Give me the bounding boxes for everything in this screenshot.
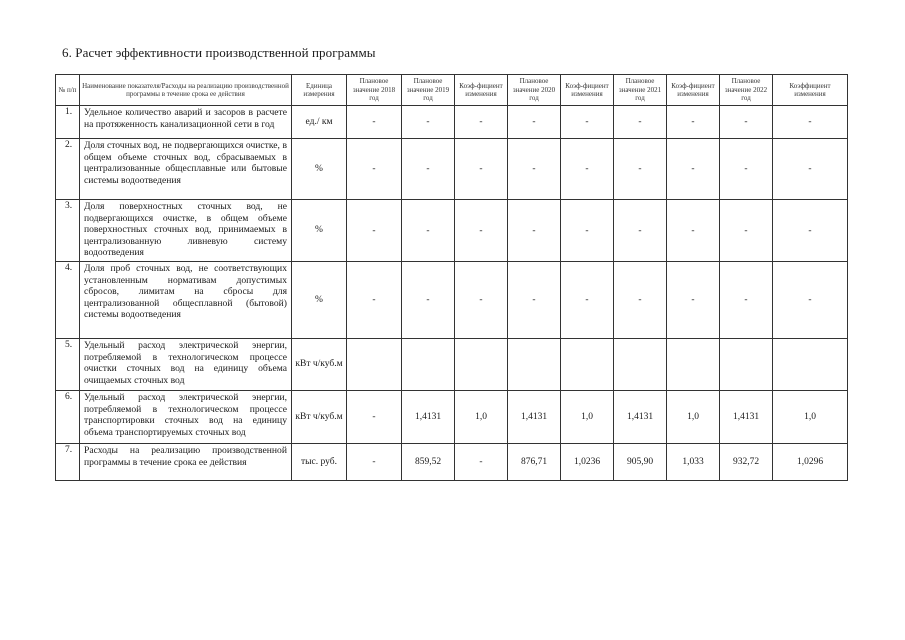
indicator-name: Доля поверхностных сточных вод, не подвергающихся очистке, в общем объеме поверхностных сточных вод, принимаемых в централизованную ливневую систему водоотведения [80, 200, 292, 262]
value-cell: 876,71 [508, 444, 561, 481]
value-cell: 1,4131 [720, 391, 773, 444]
value-cell [720, 339, 773, 391]
value-cell: - [614, 200, 667, 262]
value-cell: - [773, 139, 848, 200]
indicator-name: Доля сточных вод, не подвергающихся очистке, в общем объеме сточных вод, сбрасываемых в централизованные общесплавные или бытовые системы водоотведения [80, 139, 292, 200]
value-cell: - [667, 106, 720, 139]
row-number: 3. [56, 200, 80, 262]
value-cell: - [720, 106, 773, 139]
column-header: Единица измерения [292, 75, 347, 106]
value-cell: - [614, 106, 667, 139]
value-cell [508, 339, 561, 391]
value-cell: - [455, 262, 508, 339]
value-cell: - [347, 106, 402, 139]
value-cell: 1,0 [561, 391, 614, 444]
value-cell: 905,90 [614, 444, 667, 481]
row-number: 7. [56, 444, 80, 481]
column-header: № п/п [56, 75, 80, 106]
unit-cell: кВт ч/куб.м [292, 391, 347, 444]
value-cell: - [508, 262, 561, 339]
column-header: Плановое значение 2020 год [508, 75, 561, 106]
value-cell: - [455, 106, 508, 139]
column-header: Коэф-фициент изменения [667, 75, 720, 106]
value-cell: 1,033 [667, 444, 720, 481]
value-cell: - [773, 262, 848, 339]
unit-cell: тыс. руб. [292, 444, 347, 481]
row-number: 1. [56, 106, 80, 139]
value-cell [402, 339, 455, 391]
unit-cell: ед./ км [292, 106, 347, 139]
value-cell: - [347, 391, 402, 444]
column-header: Плановое значение 2022 год [720, 75, 773, 106]
value-cell: 859,52 [402, 444, 455, 481]
column-header: Плановое значение 2018 год [347, 75, 402, 106]
value-cell: 1,4131 [508, 391, 561, 444]
value-cell: - [561, 200, 614, 262]
column-header: Коэф-фициент изменения [561, 75, 614, 106]
column-header: Коэф-фициент изменения [455, 75, 508, 106]
indicator-name: Доля проб сточных вод, не соответствующих установленным нормативам допустимых сбросов, лимитам на сбросы для централизованной общесплавной (бытовой) системы водоотведения [80, 262, 292, 339]
page-title: 6. Расчет эффективности производственной программы [62, 45, 376, 60]
column-header: Коэффициент изменения [773, 75, 848, 106]
unit-cell: % [292, 200, 347, 262]
value-cell: - [667, 200, 720, 262]
indicator-name: Удельный расход электрической энергии, потребляемой в технологическом процессе транспортировки сточных вод на единицу объема транспортируемых сточных вод [80, 391, 292, 444]
value-cell: - [773, 200, 848, 262]
table-row [56, 200, 848, 262]
value-cell: - [614, 262, 667, 339]
value-cell: - [508, 200, 561, 262]
value-cell: 1,0 [455, 391, 508, 444]
column-header: Наименование показателя/Расходы на реализацию производственной программы в течение срока ее действия [80, 75, 292, 106]
value-cell [455, 339, 508, 391]
unit-cell: % [292, 262, 347, 339]
value-cell: - [402, 139, 455, 200]
value-cell: 1,4131 [402, 391, 455, 444]
value-cell: - [455, 139, 508, 200]
row-number: 6. [56, 391, 80, 444]
column-header: Плановое значение 2021 год [614, 75, 667, 106]
unit-cell: % [292, 139, 347, 200]
value-cell: 1,0296 [773, 444, 848, 481]
table-row [56, 391, 848, 444]
efficiency-table [55, 74, 848, 481]
value-cell: - [347, 262, 402, 339]
row-number: 2. [56, 139, 80, 200]
value-cell: - [561, 262, 614, 339]
table-row [56, 262, 848, 339]
value-cell: - [347, 139, 402, 200]
value-cell [773, 339, 848, 391]
value-cell [667, 339, 720, 391]
table-header [56, 75, 848, 106]
value-cell: 1,0 [667, 391, 720, 444]
table-row [56, 444, 848, 481]
value-cell: - [402, 106, 455, 139]
table-row [56, 139, 848, 200]
value-cell: - [347, 444, 402, 481]
value-cell [347, 339, 402, 391]
value-cell: - [720, 262, 773, 339]
value-cell: - [561, 106, 614, 139]
value-cell: 932,72 [720, 444, 773, 481]
indicator-name: Расходы на реализацию производственной программы в течение срока ее действия [80, 444, 292, 481]
value-cell: 1,0 [773, 391, 848, 444]
value-cell: - [667, 262, 720, 339]
value-cell: - [561, 139, 614, 200]
value-cell [614, 339, 667, 391]
value-cell: - [720, 139, 773, 200]
row-number: 4. [56, 262, 80, 339]
value-cell: 1,4131 [614, 391, 667, 444]
value-cell: - [773, 106, 848, 139]
value-cell [561, 339, 614, 391]
table-body [56, 106, 848, 481]
value-cell: - [347, 200, 402, 262]
value-cell: - [720, 200, 773, 262]
value-cell: - [455, 200, 508, 262]
column-header: Плановое значение 2019 год [402, 75, 455, 106]
value-cell: - [508, 139, 561, 200]
value-cell: 1,0236 [561, 444, 614, 481]
value-cell: - [402, 200, 455, 262]
value-cell: - [402, 262, 455, 339]
value-cell: - [455, 444, 508, 481]
value-cell: - [508, 106, 561, 139]
header-row [56, 75, 848, 106]
table-row [56, 339, 848, 391]
indicator-name: Удельный расход электрической энергии, потребляемой в технологическом процессе очистки сточных вод на единицу объема очищаемых сточных вод [80, 339, 292, 391]
value-cell: - [667, 139, 720, 200]
indicator-name: Удельное количество аварий и засоров в расчете на протяженность канализационной сети в год [80, 106, 292, 139]
value-cell: - [614, 139, 667, 200]
row-number: 5. [56, 339, 80, 391]
unit-cell: кВт ч/куб.м [292, 339, 347, 391]
table-row [56, 106, 848, 139]
